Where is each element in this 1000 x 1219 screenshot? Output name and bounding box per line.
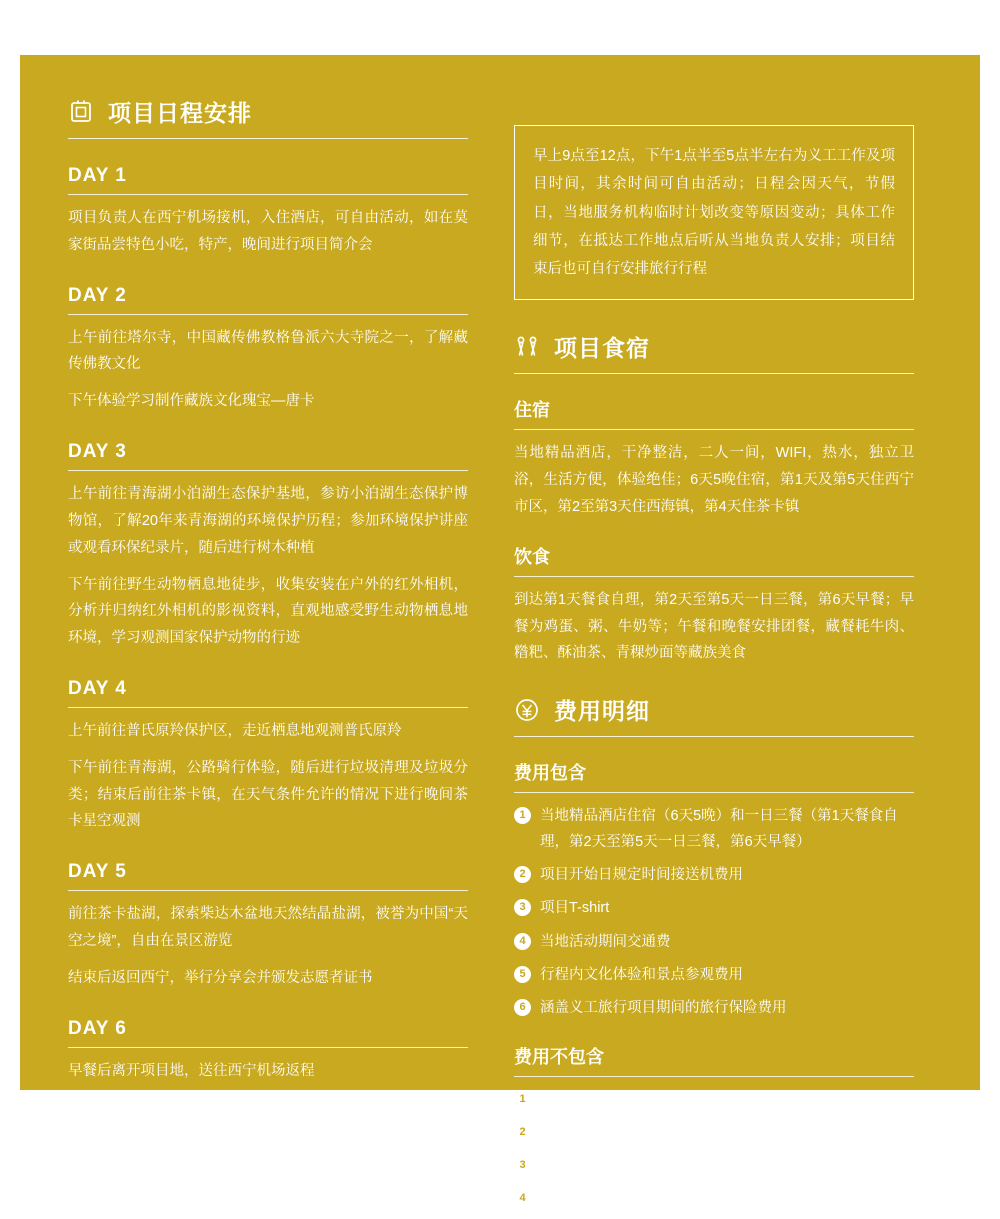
day-divider <box>68 314 468 315</box>
list-number: 3 <box>514 1157 531 1174</box>
day-paragraph: 上午前往普氏原羚保护区，走近栖息地观测普氏原羚 <box>68 722 402 739</box>
list-number: 4 <box>514 933 531 950</box>
day-divider <box>68 1047 468 1048</box>
content-panel <box>20 55 980 1208</box>
dining-divider <box>514 576 914 577</box>
schedule-section-header <box>68 95 468 128</box>
day-block-2 <box>68 285 468 415</box>
list-item <box>514 895 914 921</box>
list-item-text: 涵盖义工旅行项目期间的旅行保险费用 <box>540 999 787 1016</box>
list-item-text: 项目规定时间外的食宿费用 <box>540 1091 714 1108</box>
yen-circle-icon <box>514 697 540 723</box>
list-number: 2 <box>514 866 531 883</box>
lodging-text: 当地精品酒店，干净整洁，二人一间，WIFI，热水，独立卫浴，生活方便，体验绝佳；6天5晚住宿，第1天及第5天住西宁市区，第2至第3天住西海镇，第4天住茶卡镇 <box>514 445 914 515</box>
day-divider <box>68 707 468 708</box>
list-item-text: 行程内文化体验和景点参观费用 <box>540 966 743 983</box>
list-number: 6 <box>514 999 531 1016</box>
day-paragraph: 项目负责人在西宁机场接机，入住酒店，可自由活动，如在莫家街品尝特色小吃，特产，晚间进行项目简介会 <box>68 210 468 253</box>
right-column-top-spacer <box>514 95 914 125</box>
day-paragraph: 上午前往塔尔寺，中国藏传佛教格鲁派六大寺院之一，了解藏传佛教文化 <box>68 329 468 373</box>
list-item-text: 往返机票费 <box>540 1124 613 1141</box>
fees-included-list <box>514 803 914 1021</box>
list-item <box>514 1120 914 1146</box>
list-item <box>514 1087 914 1113</box>
day-block-3 <box>68 441 468 652</box>
day-block-4 <box>68 678 468 835</box>
fees-title: 费用明细 <box>554 698 650 725</box>
fees-divider <box>514 736 914 737</box>
day-label: DAY 1 <box>68 165 127 186</box>
list-item-text: 个人消费 <box>540 1158 598 1175</box>
list-item <box>514 803 914 855</box>
list-item <box>514 929 914 955</box>
fees-excluded-list <box>514 1087 914 1212</box>
schedule-note-box <box>514 125 914 300</box>
day-paragraph: 下午体验学习制作藏族文化瑰宝—唐卡 <box>68 393 315 410</box>
day-divider <box>68 890 468 891</box>
fees-excluded-divider <box>514 1076 914 1077</box>
utensils-icon <box>514 334 540 360</box>
list-number: 5 <box>514 966 531 983</box>
two-column-layout <box>68 95 940 1219</box>
fees-included-subtitle: 费用包含 <box>514 763 586 784</box>
list-item-text: 第1天晚餐 <box>540 1191 607 1208</box>
list-number: 2 <box>514 1124 531 1141</box>
day-label: DAY 2 <box>68 284 127 306</box>
day-paragraph: 前往茶卡盐湖，探索柴达木盆地天然结晶盐湖，被誉为中国“天空之境”，自由在景区游览 <box>68 906 468 949</box>
day-label: DAY 6 <box>68 1017 127 1039</box>
calendar-icon <box>68 99 94 125</box>
day-block-5 <box>68 861 468 991</box>
list-item <box>514 995 914 1021</box>
list-item-text: 当地活动期间交通费 <box>540 933 671 950</box>
day-paragraph: 早餐后离开项目地，送往西宁机场返程 <box>68 1062 315 1079</box>
day-block-6 <box>68 1018 468 1085</box>
accommodation-title: 项目食宿 <box>554 335 650 362</box>
schedule-title: 项目日程安排 <box>108 100 252 126</box>
day-paragraph: 上午前往青海湖小泊湖生态保护基地，参访小泊湖生态保护博物馆，了解20年来青海湖的环境保护历程；参加环境保护讲座或观看环保纪录片，随后进行树木种植 <box>68 486 468 556</box>
schedule-note-text: 早上9点至12点，下午1点半至5点半左右为义工工作及项目时间，其余时间可自由活动；日程会因天气，节假日，当地服务机构临时计划改变等原因变动；具体工作细节，在抵达工作地点后听从当地负责人安排；项目结束后也可自行安排旅行行程 <box>533 148 895 278</box>
lodging-subtitle: 住宿 <box>514 400 550 421</box>
list-item <box>514 1153 914 1179</box>
list-item-text: 当地精品酒店住宿（6天5晚）和一日三餐（第1天餐食自理，第2天至第5天一日三餐，第6天早餐） <box>540 808 898 851</box>
note-bottom-spacer <box>514 300 914 330</box>
day-paragraph: 下午前往青海湖，公路骑行体验，随后进行垃圾清理及垃圾分类；结束后前往茶卡镇，在天气条件允许的情况下进行晚间茶卡星空观测 <box>68 759 468 830</box>
day-label: DAY 3 <box>68 441 127 463</box>
list-item-text: 项目T-shirt <box>540 900 610 917</box>
day-paragraph: 下午前往野生动物栖息地徒步，收集安装在户外的红外相机，分析并归纳红外相机的影视资料，直观地感受野生动物栖息地环境，学习观测国家保护动物的行迹 <box>68 576 468 647</box>
accommodation-divider <box>514 373 914 374</box>
list-number: 3 <box>514 899 531 916</box>
list-number: 4 <box>514 1190 531 1207</box>
day-divider <box>68 194 468 195</box>
accommodation-section-header <box>514 330 914 363</box>
dining-text: 到达第1天餐食自理，第2天至第5天一日三餐，第6天早餐；早餐为鸡蛋、粥、牛奶等；午餐和晚餐安排团餐，藏餐耗牛肉、糌粑、酥油茶、青稞炒面等藏族美食 <box>514 591 914 662</box>
day-divider <box>68 470 468 471</box>
day-label: DAY 4 <box>68 677 127 699</box>
fees-section-header <box>514 693 914 726</box>
day-label: DAY 5 <box>68 861 127 883</box>
right-column <box>514 95 914 1219</box>
lodging-divider <box>514 429 914 430</box>
left-column <box>68 95 468 1219</box>
day-paragraph: 结束后返回西宁，举行分享会并颁发志愿者证书 <box>68 969 373 986</box>
list-item <box>514 862 914 888</box>
fees-excluded-subtitle: 费用不包含 <box>514 1046 604 1067</box>
list-number: 1 <box>514 807 531 824</box>
schedule-divider <box>68 138 468 139</box>
dining-subtitle: 饮食 <box>514 546 550 567</box>
list-item-text: 项目开始日规定时间接送机费用 <box>540 867 743 884</box>
list-item <box>514 1186 914 1212</box>
list-number: 1 <box>514 1091 531 1108</box>
day-block-1 <box>68 165 468 259</box>
fees-top-spacer <box>514 677 914 693</box>
fees-included-divider <box>514 792 914 793</box>
list-item <box>514 962 914 988</box>
